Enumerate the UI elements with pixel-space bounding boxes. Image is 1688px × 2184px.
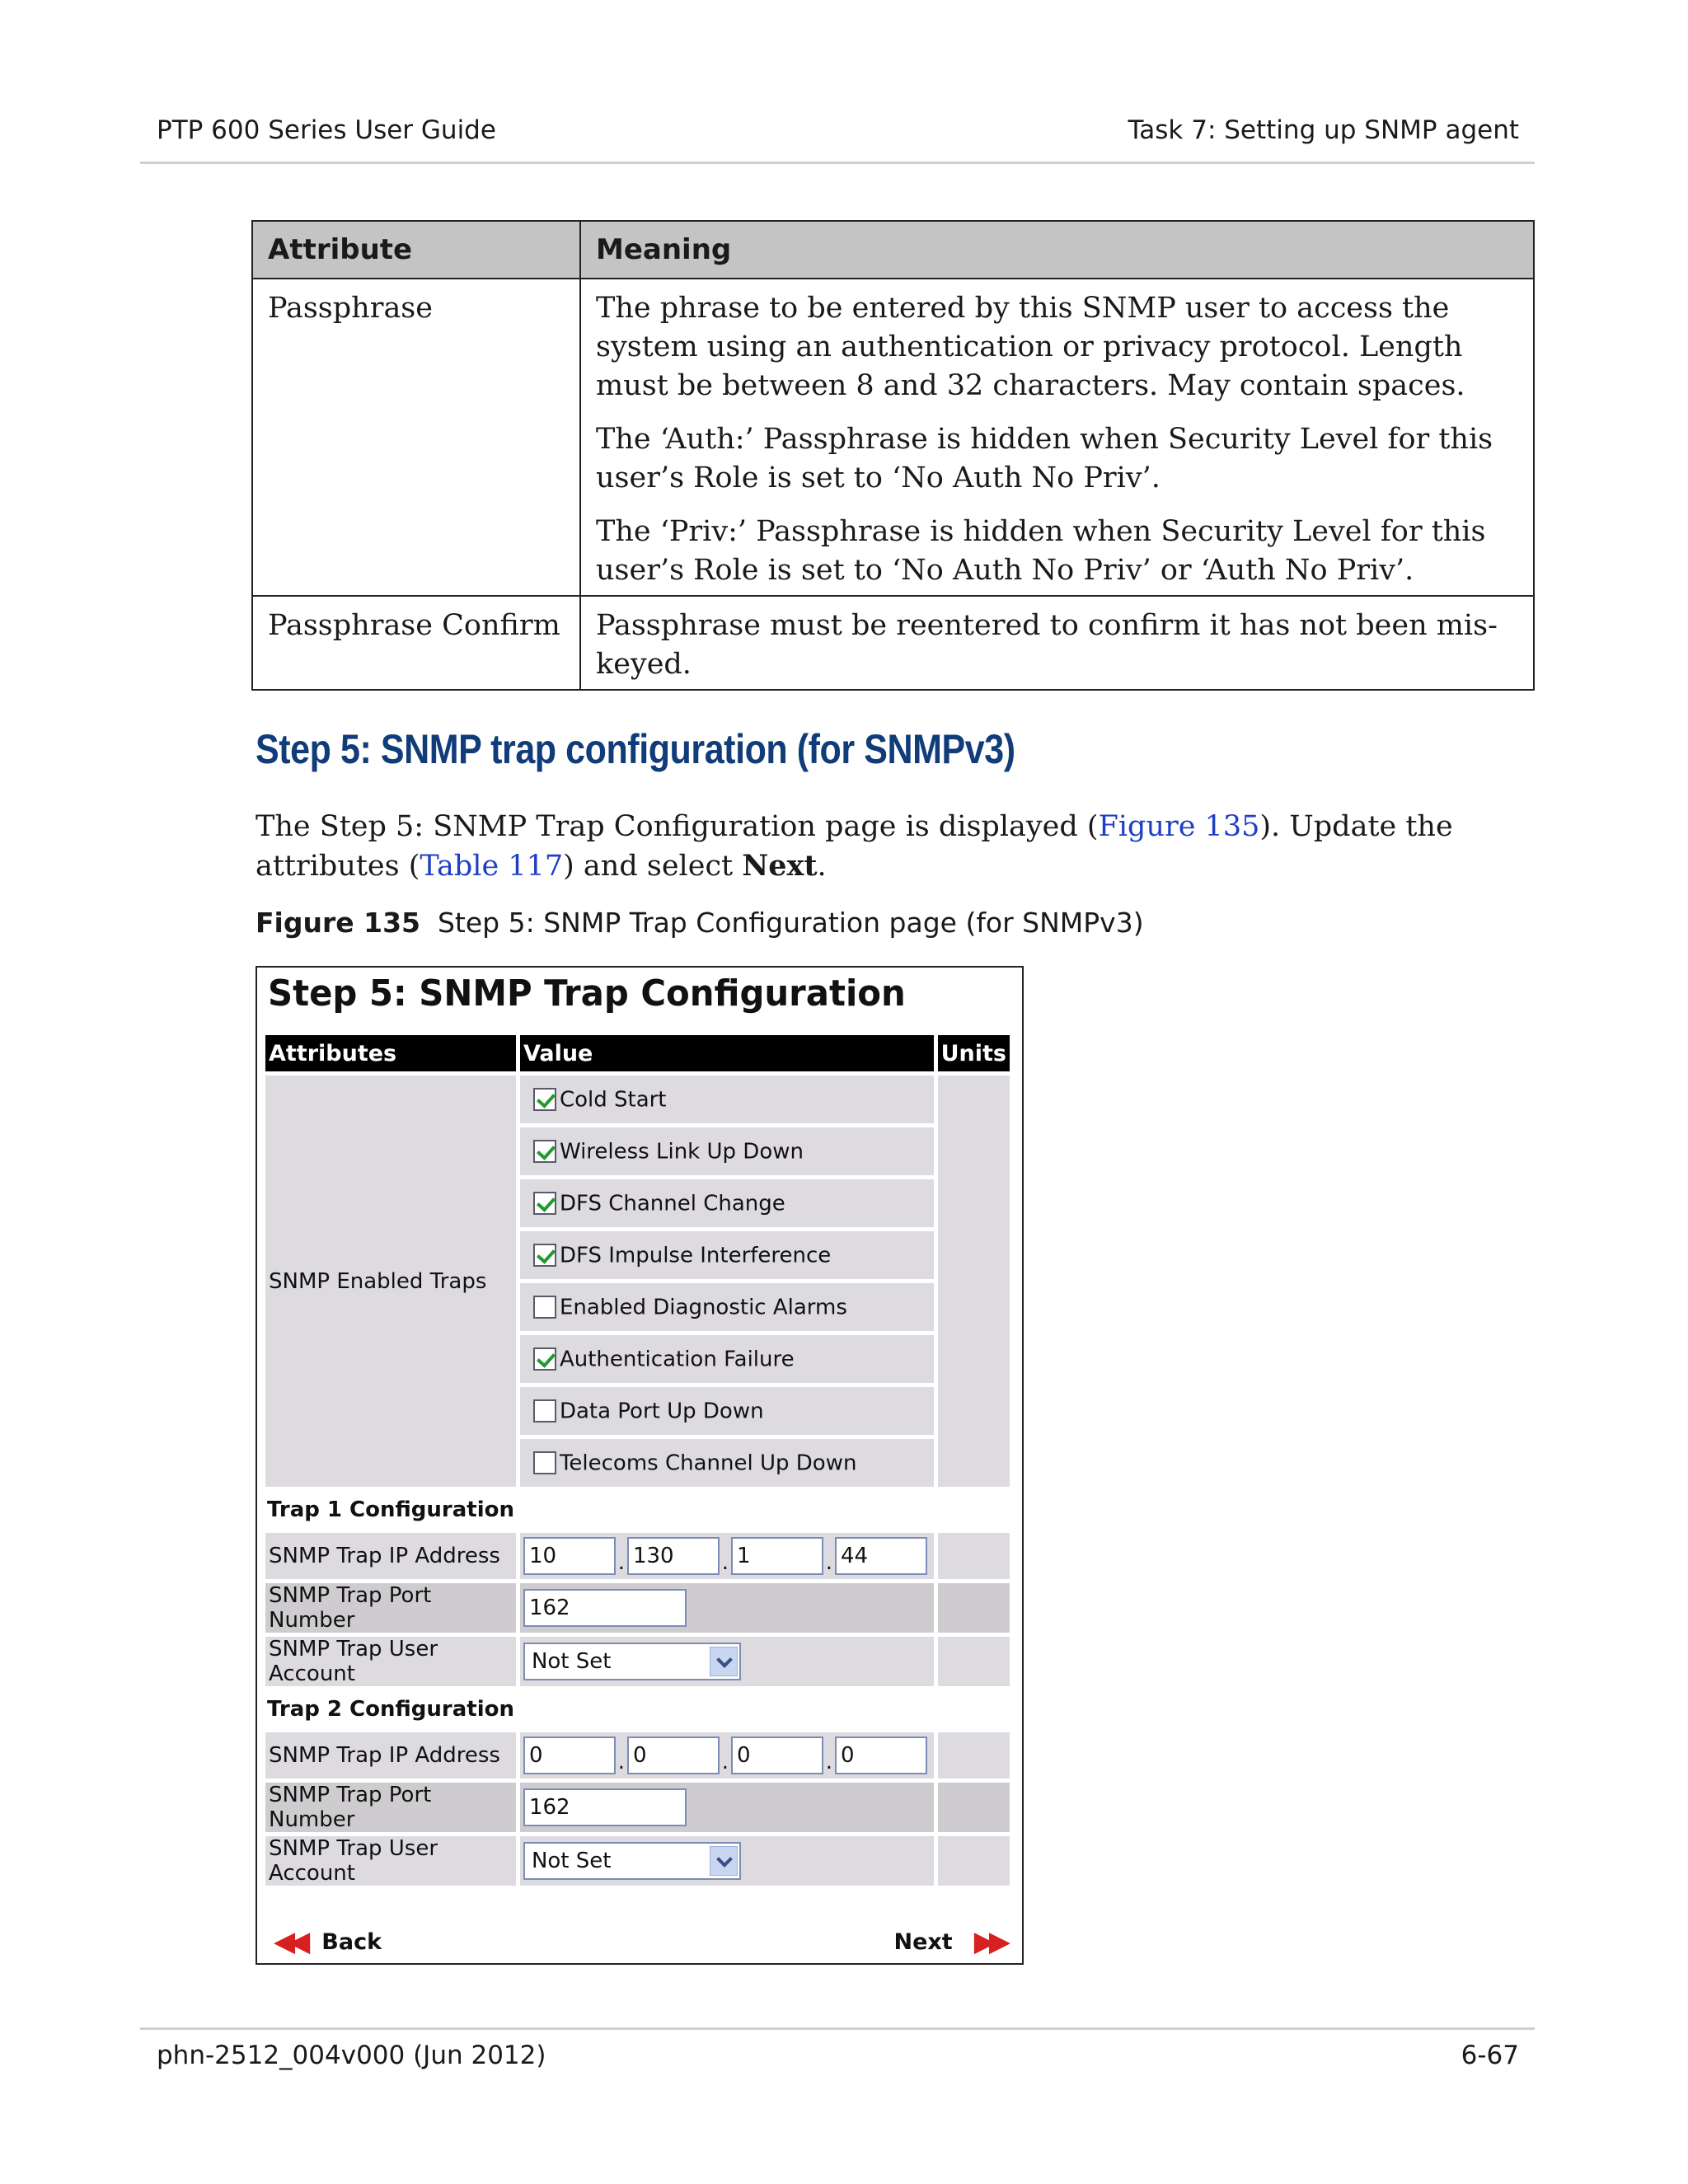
chevron-down-icon[interactable] <box>710 1846 738 1876</box>
chevron-down-icon[interactable] <box>710 1647 738 1676</box>
select-value: Not Set <box>531 1849 612 1873</box>
meaning-paragraph: The ‘Priv:’ Passphrase is hidden when Security Level for this user’s Role is set to ‘No Auth No Priv’ or ‘Auth No Priv’. <box>596 515 1486 587</box>
trap2-heading: Trap 2 Configuration <box>265 1690 1010 1728</box>
select-value: Not Set <box>531 1649 612 1674</box>
checkbox-checked[interactable] <box>533 1140 556 1163</box>
trap-row <box>265 1076 1010 1123</box>
account-field-cell <box>520 1637 934 1686</box>
trap-label: DFS Channel Change <box>559 1191 785 1216</box>
body-text: ). Update the attributes ( <box>256 810 1453 883</box>
body-text: The Step 5: SNMP Trap Configuration page is displayed ( <box>256 810 1099 843</box>
trap-option-auth-failure[interactable] <box>520 1335 934 1383</box>
field-label: SNMP Trap User Account <box>265 1836 516 1886</box>
trap2-account-row <box>265 1836 1010 1886</box>
snmp-trap-config-screenshot <box>256 966 1024 1965</box>
field-label: SNMP Trap IP Address <box>265 1533 516 1579</box>
column-header-units: Units <box>938 1035 1010 1071</box>
units-cell <box>938 1533 1010 1579</box>
meaning-paragraph: The ‘Auth:’ Passphrase is hidden when Security Level for this user’s Role is set to ‘No Auth No Priv’. <box>596 423 1493 494</box>
ip-octet-input[interactable]: 44 <box>835 1537 927 1575</box>
units-cell <box>938 1783 1010 1832</box>
trap-option-wireless-link[interactable] <box>520 1127 934 1175</box>
trap-label: Enabled Diagnostic Alarms <box>559 1295 847 1320</box>
column-header-attribute: Attribute <box>252 221 580 279</box>
trap-option-dfs-impulse[interactable] <box>520 1231 934 1279</box>
ip-octet-input[interactable]: 10 <box>523 1537 616 1575</box>
trap-label: Authentication Failure <box>559 1347 795 1372</box>
trap1-heading-row <box>265 1491 1010 1529</box>
trap2-ip-row <box>265 1732 1010 1779</box>
trap-label: Wireless Link Up Down <box>559 1139 804 1165</box>
field-label: SNMP Trap User Account <box>265 1637 516 1686</box>
field-label: SNMP Trap IP Address <box>265 1732 516 1779</box>
user-account-select[interactable] <box>523 1842 741 1880</box>
ip-separator: . <box>617 1550 626 1575</box>
checkbox-unchecked[interactable] <box>533 1296 556 1319</box>
snmp-enabled-traps-label: SNMP Enabled Traps <box>265 1076 516 1487</box>
units-cell <box>938 1076 1010 1487</box>
trap1-ip-row <box>265 1533 1010 1579</box>
checkbox-checked[interactable] <box>533 1192 556 1215</box>
ip-octet-input[interactable]: 130 <box>627 1537 720 1575</box>
checkbox-checked[interactable] <box>533 1347 556 1371</box>
snmp-table-header <box>265 1035 1010 1071</box>
body-bold-text: Next <box>742 849 818 883</box>
checkbox-unchecked[interactable] <box>533 1451 556 1474</box>
ip-separator: . <box>721 1750 729 1774</box>
field-label: SNMP Trap Port Number <box>265 1783 516 1832</box>
figure-caption-text: Step 5: SNMP Trap Configuration page (for SNMPv3) <box>437 907 1144 939</box>
document-id: phn-2512_004v000 (Jun 2012) <box>157 2041 546 2070</box>
port-field-cell <box>520 1583 934 1633</box>
body-text: . <box>817 850 827 883</box>
next-label: Next <box>893 1929 953 1955</box>
checkbox-checked[interactable] <box>533 1244 556 1267</box>
trap1-heading: Trap 1 Configuration <box>265 1491 1010 1529</box>
column-header-attributes: Attributes <box>265 1035 516 1071</box>
back-label: Back <box>321 1929 382 1955</box>
footer-rule <box>140 2027 1535 2030</box>
units-cell <box>938 1583 1010 1633</box>
table-header-row <box>252 221 1534 279</box>
trap-option-data-port[interactable] <box>520 1387 934 1435</box>
ip-octet-input[interactable]: 0 <box>835 1736 927 1774</box>
table-row <box>252 279 1534 596</box>
units-cell <box>938 1732 1010 1779</box>
screen-title: Step 5: SNMP Trap Configuration <box>268 972 906 1015</box>
table-row <box>252 596 1534 690</box>
trap-option-dfs-channel[interactable] <box>520 1179 934 1227</box>
ip-address-field <box>520 1732 934 1779</box>
ip-octet-input[interactable]: 1 <box>731 1537 823 1575</box>
table-link[interactable]: Table 117 <box>420 850 564 883</box>
ip-octet-input[interactable]: 0 <box>731 1736 823 1774</box>
ip-separator: . <box>617 1750 626 1774</box>
trap1-account-row <box>265 1637 1010 1686</box>
trap-label: DFS Impulse Interference <box>559 1243 832 1268</box>
attribute-meaning-table <box>251 220 1535 691</box>
trap-label: Cold Start <box>559 1087 667 1113</box>
ip-separator: . <box>825 1550 833 1575</box>
column-header-value: Value <box>520 1035 934 1071</box>
trap-option-telecoms-channel[interactable] <box>520 1439 934 1487</box>
snmp-config-table <box>261 1031 1014 1890</box>
trap-port-input[interactable]: 162 <box>523 1589 687 1627</box>
double-arrow-left-icon: ◀◀ <box>274 1925 304 1958</box>
units-cell <box>938 1836 1010 1886</box>
trap-option-diagnostic-alarms[interactable] <box>520 1283 934 1331</box>
ip-separator: . <box>721 1550 729 1575</box>
section-heading: Step 5: SNMP trap configuration (for SNMPv3) <box>256 726 1015 772</box>
running-header-title: PTP 600 Series User Guide <box>157 115 496 145</box>
figure-label: Figure 135 <box>256 907 420 939</box>
header-rule <box>140 162 1535 164</box>
port-field-cell <box>520 1783 934 1832</box>
trap1-port-row <box>265 1583 1010 1633</box>
trap-port-input[interactable]: 162 <box>523 1788 687 1826</box>
figure-link[interactable]: Figure 135 <box>1098 810 1260 843</box>
column-header-meaning: Meaning <box>580 221 1534 279</box>
trap2-port-row <box>265 1783 1010 1832</box>
back-button[interactable] <box>274 1925 382 1958</box>
meaning-paragraph: Passphrase must be reentered to confirm it has not been mis-keyed. <box>596 609 1498 681</box>
units-cell <box>938 1637 1010 1686</box>
ip-octet-input[interactable]: 0 <box>627 1736 720 1774</box>
ip-octet-input[interactable]: 0 <box>523 1736 616 1774</box>
meaning-paragraph: The phrase to be entered by this SNMP user to access the system using an authentication or privacy protocol. Length must be between 8 and 32 characters. May contain spaces. <box>596 292 1465 402</box>
account-field-cell <box>520 1836 934 1886</box>
running-header-section: Task 7: Setting up SNMP agent <box>1128 115 1519 145</box>
attribute-cell: Passphrase Confirm <box>252 596 580 690</box>
meaning-cell <box>580 596 1534 690</box>
trap-label: Data Port Up Down <box>559 1399 764 1424</box>
ip-address-field <box>520 1533 934 1579</box>
checkbox-checked[interactable] <box>533 1088 556 1111</box>
attribute-cell: Passphrase <box>252 279 580 596</box>
field-label: SNMP Trap Port Number <box>265 1583 516 1633</box>
body-paragraph <box>256 808 1533 886</box>
double-arrow-right-icon: ▶▶ <box>973 1925 1004 1958</box>
ip-separator: . <box>825 1750 833 1774</box>
trap2-heading-row <box>265 1690 1010 1728</box>
figure-caption <box>256 907 1144 939</box>
page-number: 6-67 <box>1461 2041 1519 2070</box>
user-account-select[interactable] <box>523 1643 741 1680</box>
trap-option-cold-start[interactable] <box>520 1076 934 1123</box>
next-button[interactable] <box>893 1925 1004 1958</box>
body-text: ) and select <box>563 850 743 883</box>
trap-label: Telecoms Channel Up Down <box>559 1451 857 1476</box>
checkbox-unchecked[interactable] <box>533 1399 556 1422</box>
meaning-cell <box>580 279 1534 596</box>
